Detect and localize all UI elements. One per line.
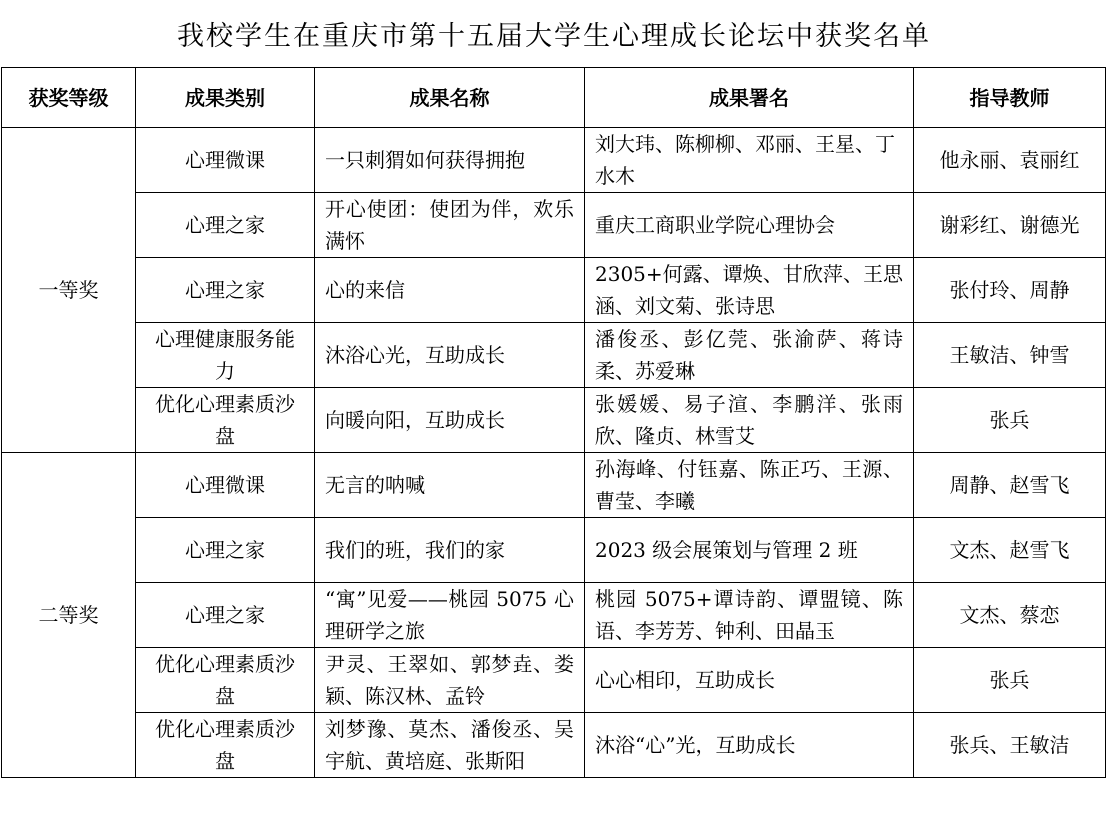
authors-cell: 孙海峰、付钰嘉、陈正巧、王源、曹莹、李曦 (585, 453, 914, 518)
work-name-cell: 沐浴心光，互助成长 (315, 323, 585, 388)
work-name-cell: 向暖向阳，互助成长 (315, 388, 585, 453)
page-title: 我校学生在重庆市第十五届大学生心理成长论坛中获奖名单 (177, 21, 931, 52)
authors-cell: 2305+何露、谭焕、甘欣萍、王思涵、刘文菊、张诗思 (585, 258, 914, 323)
advisor-cell: 张付玲、周静 (914, 258, 1106, 323)
table-row (2, 323, 1106, 388)
authors-cell: 心心相印，互助成长 (585, 648, 914, 713)
advisor-cell: 张兵、王敏洁 (914, 713, 1106, 778)
work-name-cell: 开心使团：使团为伴，欢乐满怀 (315, 193, 585, 258)
category-cell: 优化心理素质沙盘 (136, 713, 315, 778)
award-level-cell: 二等奖 (2, 453, 136, 778)
advisor-cell: 谢彩红、谢德光 (914, 193, 1106, 258)
work-name-cell: 刘梦豫、莫杰、潘俊丞、吴宇航、黄培庭、张斯阳 (315, 713, 585, 778)
table-row (2, 648, 1106, 713)
advisor-cell: 王敏洁、钟雪 (914, 323, 1106, 388)
award-level-cell: 一等奖 (2, 128, 136, 453)
advisor-cell: 张兵 (914, 388, 1106, 453)
authors-cell: 刘大玮、陈柳柳、邓丽、王星、丁水木 (585, 128, 914, 193)
header-row (2, 68, 1106, 128)
category-cell: 心理之家 (136, 258, 315, 323)
category-cell: 心理微课 (136, 453, 315, 518)
authors-cell: 2023 级会展策划与管理 2 班 (585, 518, 914, 583)
category-cell: 心理健康服务能力 (136, 323, 315, 388)
category-cell: 心理之家 (136, 583, 315, 648)
work-name-cell: 心的来信 (315, 258, 585, 323)
awards-table (1, 67, 1106, 778)
work-name-cell: 无言的呐喊 (315, 453, 585, 518)
authors-cell: 重庆工商职业学院心理协会 (585, 193, 914, 258)
authors-cell: 张媛媛、易子渲、李鹏洋、张雨欣、隆贞、林雪艾 (585, 388, 914, 453)
authors-cell: 潘俊丞、彭亿莞、张渝萨、蒋诗柔、苏爱琳 (585, 323, 914, 388)
table-row (2, 453, 1106, 518)
category-cell: 心理之家 (136, 518, 315, 583)
advisor-cell: 周静、赵雪飞 (914, 453, 1106, 518)
table-row (2, 583, 1106, 648)
work-name-cell: 尹灵、王翠如、郭梦垚、娄颖、陈汉林、孟铃 (315, 648, 585, 713)
authors-cell: 桃园 5075+谭诗韵、谭盟镜、陈语、李芳芳、钟利、田晶玉 (585, 583, 914, 648)
category-cell: 心理之家 (136, 193, 315, 258)
category-cell: 优化心理素质沙盘 (136, 388, 315, 453)
header-authors: 成果署名 (585, 68, 914, 128)
header-advisor: 指导教师 (914, 68, 1106, 128)
table-row (2, 258, 1106, 323)
table-row (2, 713, 1106, 778)
table-row (2, 128, 1106, 193)
header-level: 获奖等级 (2, 68, 136, 128)
work-name-cell: 一只刺猬如何获得拥抱 (315, 128, 585, 193)
category-cell: 优化心理素质沙盘 (136, 648, 315, 713)
work-name-cell: “寓”见爱——桃园 5075 心理研学之旅 (315, 583, 585, 648)
header-name: 成果名称 (315, 68, 585, 128)
header-category: 成果类别 (136, 68, 315, 128)
authors-cell: 沐浴“心”光，互助成长 (585, 713, 914, 778)
table-row (2, 388, 1106, 453)
advisor-cell: 文杰、赵雪飞 (914, 518, 1106, 583)
table-row (2, 518, 1106, 583)
table-row (2, 193, 1106, 258)
advisor-cell: 他永丽、袁丽红 (914, 128, 1106, 193)
advisor-cell: 文杰、蔡恋 (914, 583, 1106, 648)
advisor-cell: 张兵 (914, 648, 1106, 713)
category-cell: 心理微课 (136, 128, 315, 193)
work-name-cell: 我们的班，我们的家 (315, 518, 585, 583)
